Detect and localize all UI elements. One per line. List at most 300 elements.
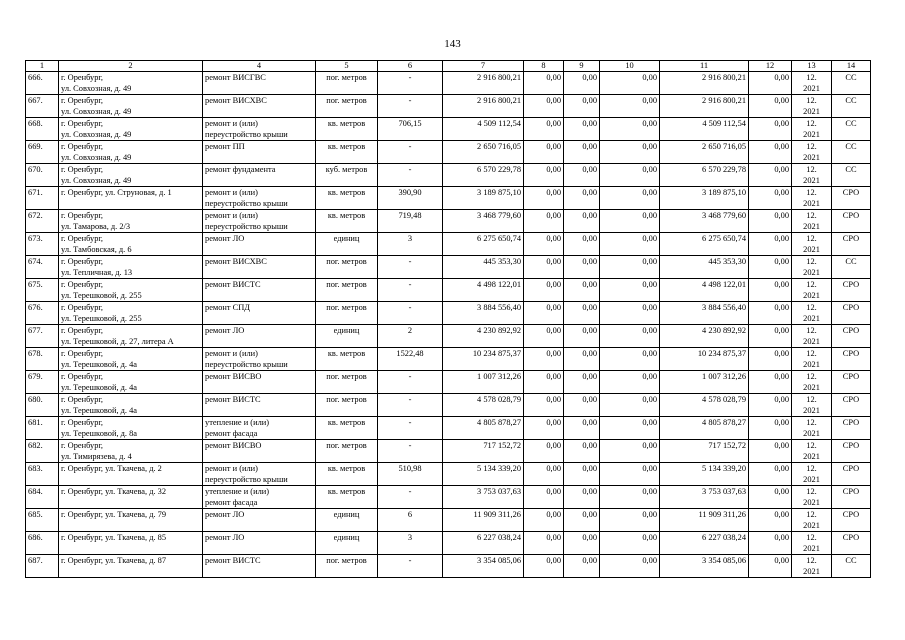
- address-line-1: г. Оренбург,: [61, 395, 104, 404]
- address-cell: [59, 256, 203, 279]
- row-number: [26, 463, 59, 486]
- address-cell: [59, 394, 203, 417]
- total-cost-text: 4 509 112,54: [477, 119, 521, 128]
- col8-cell: [524, 164, 564, 187]
- quantity-cell: [378, 509, 443, 532]
- work-type-line-1: ремонт ЛО: [205, 326, 245, 335]
- deadline-cell: [792, 417, 832, 440]
- work-type-line-1: ремонт и (или): [205, 349, 258, 358]
- table-row: [26, 532, 871, 555]
- col10-cell: [600, 233, 660, 256]
- total-cost-cell: [443, 463, 524, 486]
- col12-text: 0,00: [774, 73, 789, 82]
- address-line-2: ул. Терешковой, д. 4а: [61, 383, 137, 392]
- row-number: [26, 509, 59, 532]
- quantity-cell: [378, 486, 443, 509]
- table-row: [26, 164, 871, 187]
- work-type-cell: [203, 187, 316, 210]
- col11-text: 10 234 875,37: [697, 349, 746, 358]
- col11-cell: [660, 486, 749, 509]
- address-cell: [59, 118, 203, 141]
- col12-text: 0,00: [774, 96, 789, 105]
- col10-cell: [600, 325, 660, 348]
- funding-source-cell: [832, 72, 871, 95]
- quantity-cell: [378, 417, 443, 440]
- address-cell: [59, 141, 203, 164]
- total-cost-text: 10 234 875,37: [472, 349, 521, 358]
- work-type-line-1: ремонт ЛО: [205, 234, 245, 243]
- unit-text: единиц: [333, 510, 360, 519]
- work-type-line-1: ремонт ВИСХВС: [205, 96, 267, 105]
- unit-cell: [316, 256, 378, 279]
- col8-text: 0,00: [546, 165, 561, 174]
- col12-cell: [749, 141, 792, 164]
- deadline-year: 2021: [803, 521, 820, 530]
- col9-cell: [564, 187, 600, 210]
- table-row: [26, 394, 871, 417]
- work-type-line-1: ремонт ВИСВО: [205, 441, 262, 450]
- column-header: 11: [660, 61, 749, 72]
- work-type-cell: [203, 371, 316, 394]
- total-cost-cell: [443, 532, 524, 555]
- funding-source-cell: [832, 233, 871, 256]
- col8-text: 0,00: [546, 119, 561, 128]
- col8-cell: [524, 555, 564, 578]
- funding-source-cell: [832, 187, 871, 210]
- unit-text: пог. метров: [326, 556, 367, 565]
- funding-source-text: СРО: [842, 372, 860, 381]
- col10-text: 0,00: [642, 257, 657, 266]
- col12-text: 0,00: [774, 234, 789, 243]
- row-number: [26, 348, 59, 371]
- col12-text: 0,00: [774, 303, 789, 312]
- col8-cell: [524, 532, 564, 555]
- funding-source-cell: [832, 348, 871, 371]
- deadline-month: 12.: [806, 73, 817, 82]
- total-cost-cell: [443, 371, 524, 394]
- address-cell: [59, 187, 203, 210]
- row-number-text: 673.: [28, 234, 43, 243]
- quantity-text: -: [408, 280, 412, 289]
- quantity-cell: [378, 302, 443, 325]
- address-cell: [59, 463, 203, 486]
- total-cost-text: 3 753 037,63: [477, 487, 521, 496]
- table-row: [26, 509, 871, 532]
- funding-source-cell: [832, 394, 871, 417]
- work-type-line-1: ремонт и (или): [205, 464, 258, 473]
- col10-cell: [600, 118, 660, 141]
- col12-cell: [749, 440, 792, 463]
- deadline-month: 12.: [806, 303, 817, 312]
- unit-cell: [316, 118, 378, 141]
- address-line-2: ул. Терешковой, д. 4а: [61, 360, 137, 369]
- unit-text: кв. метров: [327, 142, 366, 151]
- work-type-line-1: ремонт ПП: [205, 142, 245, 151]
- total-cost-text: 4 578 028,79: [477, 395, 521, 404]
- total-cost-cell: [443, 555, 524, 578]
- col8-cell: [524, 141, 564, 164]
- col11-cell: [660, 325, 749, 348]
- col11-cell: [660, 256, 749, 279]
- work-type-cell: [203, 72, 316, 95]
- unit-text: кв. метров: [327, 349, 366, 358]
- col8-cell: [524, 486, 564, 509]
- col9-text: 0,00: [582, 280, 597, 289]
- address-cell: [59, 95, 203, 118]
- unit-cell: [316, 440, 378, 463]
- deadline-cell: [792, 486, 832, 509]
- col12-text: 0,00: [774, 441, 789, 450]
- address-cell: [59, 509, 203, 532]
- unit-text: кв. метров: [327, 487, 366, 496]
- unit-cell: [316, 72, 378, 95]
- work-type-cell: [203, 279, 316, 302]
- col10-text: 0,00: [642, 280, 657, 289]
- unit-cell: [316, 279, 378, 302]
- total-cost-text: 4 230 892,92: [477, 326, 521, 335]
- col12-cell: [749, 233, 792, 256]
- col10-cell: [600, 302, 660, 325]
- row-number: [26, 72, 59, 95]
- total-cost-cell: [443, 95, 524, 118]
- total-cost-cell: [443, 118, 524, 141]
- table-row: [26, 187, 871, 210]
- col10-cell: [600, 72, 660, 95]
- unit-cell: [316, 555, 378, 578]
- deadline-month: 12.: [806, 165, 817, 174]
- col10-cell: [600, 210, 660, 233]
- col9-cell: [564, 348, 600, 371]
- work-type-line-1: ремонт СПД: [205, 303, 250, 312]
- address-line-2: ул. Тамарова, д. 2/3: [61, 222, 131, 231]
- address-cell: [59, 532, 203, 555]
- quantity-cell: [378, 348, 443, 371]
- col10-cell: [600, 555, 660, 578]
- deadline-cell: [792, 279, 832, 302]
- col9-cell: [564, 95, 600, 118]
- col12-text: 0,00: [774, 533, 789, 542]
- deadline-cell: [792, 256, 832, 279]
- col12-cell: [749, 210, 792, 233]
- deadline-year: 2021: [803, 360, 820, 369]
- unit-cell: [316, 371, 378, 394]
- row-number: [26, 118, 59, 141]
- col9-cell: [564, 463, 600, 486]
- col11-text: 4 509 112,54: [702, 119, 746, 128]
- row-number-text: 667.: [28, 96, 43, 105]
- col8-cell: [524, 279, 564, 302]
- address-line-2: ул. Совхозная, д. 49: [61, 176, 132, 185]
- col10-cell: [600, 95, 660, 118]
- col11-cell: [660, 118, 749, 141]
- col8-cell: [524, 394, 564, 417]
- total-cost-text: 11 909 311,26: [473, 510, 521, 519]
- col10-cell: [600, 532, 660, 555]
- row-number: [26, 417, 59, 440]
- row-number-text: 675.: [28, 280, 43, 289]
- unit-cell: [316, 95, 378, 118]
- col9-cell: [564, 72, 600, 95]
- total-cost-cell: [443, 256, 524, 279]
- funding-source-cell: [832, 417, 871, 440]
- work-type-line-1: ремонт ВИСТС: [205, 556, 261, 565]
- column-header: 10: [600, 61, 660, 72]
- col10-text: 0,00: [642, 234, 657, 243]
- deadline-cell: [792, 463, 832, 486]
- work-type-cell: [203, 95, 316, 118]
- column-header: 14: [832, 61, 871, 72]
- deadline-cell: [792, 164, 832, 187]
- col11-cell: [660, 302, 749, 325]
- work-type-line-2: ремонт фасада: [205, 498, 258, 507]
- work-type-line-2: ремонт фасада: [205, 429, 258, 438]
- col11-cell: [660, 509, 749, 532]
- work-type-line-2: переустройство крыши: [205, 360, 288, 369]
- funding-source-text: СРО: [842, 326, 860, 335]
- col9-cell: [564, 555, 600, 578]
- deadline-year: 2021: [803, 406, 820, 415]
- funding-source-text: СРО: [842, 280, 860, 289]
- total-cost-text: 6 227 038,24: [477, 533, 521, 542]
- deadline-month: 12.: [806, 533, 817, 542]
- col8-cell: [524, 256, 564, 279]
- row-number: [26, 440, 59, 463]
- quantity-cell: [378, 463, 443, 486]
- address-cell: [59, 164, 203, 187]
- col9-cell: [564, 486, 600, 509]
- deadline-month: 12.: [806, 349, 817, 358]
- row-number-text: 669.: [28, 142, 43, 151]
- address-line-1: г. Оренбург,: [61, 326, 104, 335]
- deadline-cell: [792, 532, 832, 555]
- address-cell: [59, 72, 203, 95]
- column-header: 12: [749, 61, 792, 72]
- total-cost-text: 2 916 800,21: [477, 96, 521, 105]
- quantity-cell: [378, 394, 443, 417]
- col12-text: 0,00: [774, 188, 789, 197]
- funding-source-cell: [832, 141, 871, 164]
- col11-cell: [660, 164, 749, 187]
- deadline-cell: [792, 440, 832, 463]
- address-line-1: г. Оренбург,: [61, 441, 104, 450]
- quantity-text: -: [408, 556, 412, 565]
- col10-text: 0,00: [642, 464, 657, 473]
- row-number-text: 676.: [28, 303, 43, 312]
- address-line-1: г. Оренбург, ул. Ткачева, д. 32: [61, 487, 167, 496]
- total-cost-text: 4 498 122,01: [477, 280, 521, 289]
- funding-source-text: СРО: [842, 349, 860, 358]
- col9-cell: [564, 532, 600, 555]
- col9-cell: [564, 417, 600, 440]
- col11-text: 6 275 650,74: [702, 234, 746, 243]
- col9-cell: [564, 118, 600, 141]
- total-cost-cell: [443, 164, 524, 187]
- col9-cell: [564, 256, 600, 279]
- quantity-text: 6: [407, 510, 413, 519]
- address-line-1: г. Оренбург,: [61, 165, 104, 174]
- col9-text: 0,00: [582, 303, 597, 312]
- address-line-2: ул. Терешковой, д. 255: [61, 314, 142, 323]
- col12-cell: [749, 325, 792, 348]
- quantity-text: -: [408, 96, 412, 105]
- quantity-text: -: [408, 165, 412, 174]
- total-cost-cell: [443, 302, 524, 325]
- column-header: 9: [564, 61, 600, 72]
- column-header: 13: [792, 61, 832, 72]
- col11-text: 6 570 229,78: [702, 165, 746, 174]
- quantity-cell: [378, 325, 443, 348]
- deadline-cell: [792, 233, 832, 256]
- row-number-text: 680.: [28, 395, 43, 404]
- unit-text: кв. метров: [327, 418, 366, 427]
- row-number: [26, 279, 59, 302]
- total-cost-cell: [443, 72, 524, 95]
- col9-cell: [564, 279, 600, 302]
- table-row: [26, 95, 871, 118]
- total-cost-text: 3 468 779,60: [477, 211, 521, 220]
- col10-cell: [600, 509, 660, 532]
- work-type-line-1: ремонт ВИСТС: [205, 395, 261, 404]
- col12-cell: [749, 463, 792, 486]
- deadline-month: 12.: [806, 142, 817, 151]
- unit-cell: [316, 141, 378, 164]
- row-number: [26, 95, 59, 118]
- total-cost-cell: [443, 486, 524, 509]
- table-row: [26, 210, 871, 233]
- deadline-cell: [792, 187, 832, 210]
- col12-cell: [749, 417, 792, 440]
- total-cost-cell: [443, 348, 524, 371]
- total-cost-cell: [443, 279, 524, 302]
- quantity-cell: [378, 210, 443, 233]
- col11-cell: [660, 72, 749, 95]
- col10-text: 0,00: [642, 303, 657, 312]
- quantity-cell: [378, 256, 443, 279]
- deadline-month: 12.: [806, 96, 817, 105]
- col12-cell: [749, 256, 792, 279]
- row-number-text: 670.: [28, 165, 43, 174]
- table-row: [26, 371, 871, 394]
- deadline-year: 2021: [803, 153, 820, 162]
- col8-text: 0,00: [546, 418, 561, 427]
- deadline-year: 2021: [803, 498, 820, 507]
- col10-text: 0,00: [642, 510, 657, 519]
- funding-source-cell: [832, 302, 871, 325]
- table-row: [26, 348, 871, 371]
- col9-text: 0,00: [582, 510, 597, 519]
- col8-text: 0,00: [546, 510, 561, 519]
- row-number: [26, 187, 59, 210]
- unit-text: пог. метров: [326, 73, 367, 82]
- col11-cell: [660, 463, 749, 486]
- row-number-text: 685.: [28, 510, 43, 519]
- table-row: [26, 256, 871, 279]
- row-number-text: 683.: [28, 464, 43, 473]
- col8-cell: [524, 210, 564, 233]
- unit-cell: [316, 302, 378, 325]
- deadline-month: 12.: [806, 188, 817, 197]
- col12-text: 0,00: [774, 372, 789, 381]
- col8-text: 0,00: [546, 487, 561, 496]
- unit-text: кв. метров: [327, 464, 366, 473]
- col10-text: 0,00: [642, 372, 657, 381]
- deadline-cell: [792, 72, 832, 95]
- row-number: [26, 371, 59, 394]
- col11-text: 3 884 556,40: [702, 303, 746, 312]
- deadline-month: 12.: [806, 487, 817, 496]
- col10-text: 0,00: [642, 395, 657, 404]
- address-line-1: г. Оренбург,: [61, 372, 104, 381]
- quantity-text: 390,90: [398, 188, 422, 197]
- deadline-year: 2021: [803, 452, 820, 461]
- col11-text: 3 753 037,63: [702, 487, 746, 496]
- col12-text: 0,00: [774, 165, 789, 174]
- total-cost-cell: [443, 394, 524, 417]
- col11-text: 1 007 312,26: [702, 372, 746, 381]
- work-type-cell: [203, 417, 316, 440]
- quantity-text: 3: [407, 234, 413, 243]
- col8-cell: [524, 463, 564, 486]
- col12-text: 0,00: [774, 257, 789, 266]
- col11-text: 11 909 311,26: [698, 510, 746, 519]
- work-type-line-2: переустройство крыши: [205, 130, 288, 139]
- col9-text: 0,00: [582, 533, 597, 542]
- work-type-line-1: ремонт фундамента: [205, 165, 276, 174]
- work-type-line-1: ремонт ВИСГВС: [205, 73, 266, 82]
- total-cost-cell: [443, 440, 524, 463]
- deadline-month: 12.: [806, 257, 817, 266]
- col12-cell: [749, 95, 792, 118]
- unit-text: кв. метров: [327, 211, 366, 220]
- quantity-text: 719,48: [398, 211, 422, 220]
- deadline-year: 2021: [803, 176, 820, 185]
- col10-text: 0,00: [642, 211, 657, 220]
- col10-cell: [600, 141, 660, 164]
- col8-text: 0,00: [546, 188, 561, 197]
- col9-text: 0,00: [582, 234, 597, 243]
- col9-text: 0,00: [582, 257, 597, 266]
- work-type-cell: [203, 486, 316, 509]
- column-header: 5: [316, 61, 378, 72]
- col8-text: 0,00: [546, 211, 561, 220]
- deadline-year: 2021: [803, 84, 820, 93]
- row-number-text: 687.: [28, 556, 43, 565]
- work-type-line-1: ремонт и (или): [205, 119, 258, 128]
- col12-cell: [749, 187, 792, 210]
- deadline-cell: [792, 325, 832, 348]
- header-row: [26, 61, 871, 72]
- funding-source-text: СС: [845, 257, 857, 266]
- col10-text: 0,00: [642, 73, 657, 82]
- total-cost-cell: [443, 187, 524, 210]
- col9-text: 0,00: [582, 372, 597, 381]
- col8-text: 0,00: [546, 234, 561, 243]
- work-type-line-2: переустройство крыши: [205, 222, 288, 231]
- address-line-2: ул. Тепличная, д. 13: [61, 268, 133, 277]
- col9-text: 0,00: [582, 349, 597, 358]
- row-number: [26, 302, 59, 325]
- quantity-cell: [378, 532, 443, 555]
- work-type-cell: [203, 440, 316, 463]
- row-number-text: 682.: [28, 441, 43, 450]
- funding-source-cell: [832, 371, 871, 394]
- total-cost-text: 3 354 085,06: [477, 556, 521, 565]
- unit-cell: [316, 509, 378, 532]
- unit-text: единиц: [333, 234, 360, 243]
- col12-cell: [749, 486, 792, 509]
- col12-cell: [749, 118, 792, 141]
- funding-source-cell: [832, 325, 871, 348]
